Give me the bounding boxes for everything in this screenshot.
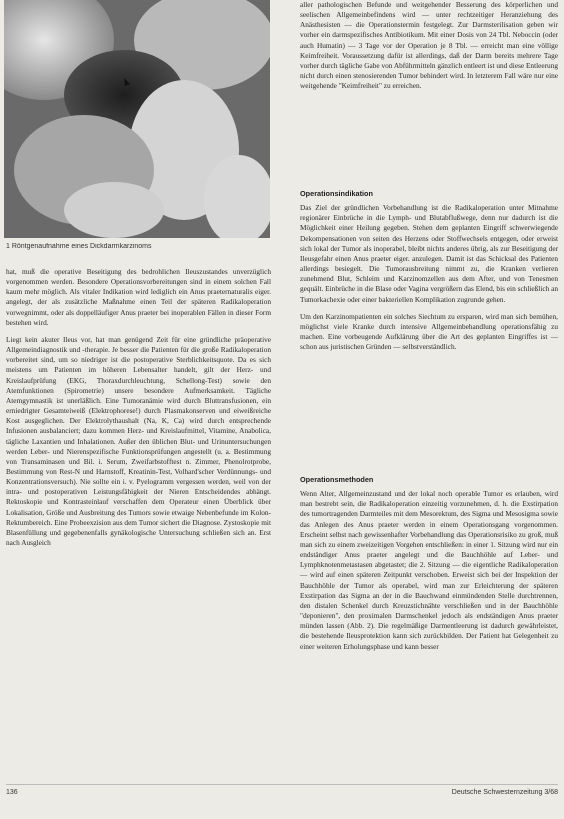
xray-figure <box>4 0 270 238</box>
paragraph: Wenn Alter, Allgemeinzustand und der lokal noch operable Tumor es erlauben, wird man bestrebt sein, die Radikaloperation einzeitig vorzunehmen, d. h. die Exstirpation des tumortragenden Darmteiles mit dem Mesorektum, des Sigma und Mesosigma sowie das Anlegen des Anus praeter werden in einem Operationsgang vorgenommen. Erscheint selbst nach gewissenhafter Vorbehandlung das Operationsrisiko zu groß, muß man sich zu einem zweizeitigen Vorgehen entschließen: in einer 1. Sitzung wird nur ein endständiger Anus praeter angelegt und die Bauchhöhle auf Leber- und Lymphknotenmetastasen abgetastet; die 2. Sitzung — die eigentliche Radikaloperation — wird auf einen späteren Zeitpunkt verschoben. Erweist sich bei der Inspektion der Bauchhöhle der Tumor als operabel, wird man zur Erleichterung der späteren Exstirpation das Sigma an der in die Bauchwand einmündenden Stelle durchtrennen, den distalen Schenkel durch Kreuzstichnähte verschließen und in der Bauchhöhle "deponieren", den proximalen Darmschenkel jedoch als endständigen Anus praeter münden lassen (Abb. 2). Die regelmäßige Darmentleerung ist dadurch gewährleistet, die bestehende Ileusprotektion kann sich zurückbilden. Der Patient hat Gelegenheit zu einer weiteren Erholungsphase und kann besser <box>300 489 558 651</box>
figure-caption: 1 Röntgenaufnahme eines Dickdarmkarzinoms <box>6 243 152 250</box>
paragraph: aller pathologischen Befunde und weitgehender Besserung des körperlichen und seelischen Allgemeinbefindens wird — unter rechtzeitiger Heranziehung des Anästhesisten — die Operationstermin festgelegt. Zur Darmsterilisation geben wir vorher ein darmspezifisches Antibiotikum. Mit einer Dosis von 24 Tbl. Neboccin (oder auch Humatin) — 3 Tage vor der Operation je 8 Tbl. — erreicht man eine völlige Keimfreiheit. Voraussetzung dafür ist allerdings, daß der Darm bereits mehrere Tage vorher durch tägliche Gabe von Abführmitteln gänzlich entleert ist und diese Entleerung nicht durch einen stenosierenden Tumor behindert wird. In letzterem Fall wäre nur eine weitgehende "Keimfreiheit" zu erreichen. <box>300 0 558 91</box>
paragraph: Das Ziel der gründlichen Vorbehandlung ist die Radikaloperation unter Mitnahme regionärer Einbrüche in die Lymph- und Blutabflußwege, denn nur dadurch ist die Möglichkeit einer Heilung gegeben. Stehen dem geplanten Eingriff schwerwiegende Dekompensationen von seiten des Herzens oder Stoffwechsels entgegen, oder erweist sich lokal der Tumor als inoperabel, bleibt nichts anderes übrig, als zur Beseitigung der Ileusgefahr einen Anus praeter eiger. anzulegen. Damit ist das Schicksal des Patienten allerdings besiegelt. Die Tumorausbreitung nimmt zu, die Kranken verlieren zunehmend Blut, Schleim und Karzinomzellen aus dem After, und von Tenesmen gequält. Einbrüche in die Blase oder Vagina vergrößern das Elend, bis ein schließlich an Tumorkachexie oder einer bakteriellen Komplikation zugrunde gehen. <box>300 203 558 304</box>
footer-divider <box>6 784 558 785</box>
paragraph: Liegt kein akuter Ileus vor, hat man genügend Zeit für eine gründliche präoperative Allgemeindiagnostik und -therapie. Je besser die Patienten für die große Radikaloperation vorbereitet sind, um so niedriger ist die postoperative Sterblichkeitsquote. Da es sich meistens um Patienten im höheren Lebensalter handelt, gilt der Herz- und Kreislaufprüfung (EKG, Thoraxdurchleuchtung, Schellong-Test) sowie den Atemfunktionen (Spirometrie) unsere besondere Aufmerksamkeit. Tägliche Atemgymnastik ist unerläßlich. Eine Tumoranämie wird durch Bluttransfusionen, ein erniedrigter Gesamteiweiß (Elektrophorese!) durch Plasmakonserven und eiweißreiche Kost ausgeglichen. Der Elektrolythaushalt (Na, K, Ca) wird durch entsprechende Infusionen ausbalanciert; dazu kommen Herz- und Kreislaufmittel, Vitamine, Anabolica, tägliche Laxantien und Inhalationen. Außer den üblichen Blut- und Urinuntersuchungen werden Leber- und Nierenspezifische Funktionsprüfungen angestellt (u. a. Bestimmung von Transaminasen und Bil. i. Serum, Zweifarbstofftest n. Zimmer, Phenolrotprobe, Bestimmung von Rest-N und Harnstoff, Kreatinin-Test, Volhard'scher Verdünnungs- und Konzentrationsversuch). Nie sollte ein i. v. Pyelogramm vergessen werden, weil von der intra- und postoperativen Leistungsfähigkeit der Nieren Entscheidendes abhängt. Rektoskopie und Kontrasteinlauf verschaffen dem Operateur einen Überblick über Lokalisation, Größe und Ausbreitung des Tumors sowie etwaige Nebenbefunde im Kolon-Rektumbereich. Eine Probeexzision aus dem Tumor sichert die Diagnose. Zystoskopie mit Blasenfüllung und gegebenenfalls gynäkologische Untersuchung schließen sich an. Erst nach Ausgleich <box>6 334 271 548</box>
section-heading: Operationsindikation <box>300 189 373 198</box>
journal-name: Deutsche Schwesternzeitung 3/68 <box>451 789 558 796</box>
section-operationsindikation <box>300 189 558 467</box>
section-operationsmethoden <box>300 475 558 775</box>
paragraph: Um den Karzinompatienten ein solches Siechtum zu ersparen, wird man sich bemühen, möglichst viele Kranke durch intensive Allgemeinbehandlung operationsfähig zu machen. Eine vorbeugende Aufklärung über die Art des geplanten Eingriffes ist — schon aus juristischen Gründen — selbstverständlich. <box>300 311 558 352</box>
xray-image <box>4 0 270 238</box>
paragraph: hat, muß die operative Beseitigung des bedrohlichen Ileuszustandes unverzüglich vorgenommen werden. Besondere Operationsvorbereitungen sind in einem solchen Fall kaum mehr möglich. Als vitaler Indikation wird lediglich ein Anus praeternaturalis eiger. angelegt, der als zusätzliche Maßnahme einen Teil der späteren Radikaloperation vorwegnimmt, oder als doppelläufiger Anus praeter bei inoperablen Fällen in dieser Form bestehen wird. <box>6 267 271 327</box>
right-column-top <box>300 0 558 160</box>
section-heading: Operationsmethoden <box>300 475 374 484</box>
page-number: 136 <box>6 789 18 796</box>
left-column <box>6 267 271 773</box>
